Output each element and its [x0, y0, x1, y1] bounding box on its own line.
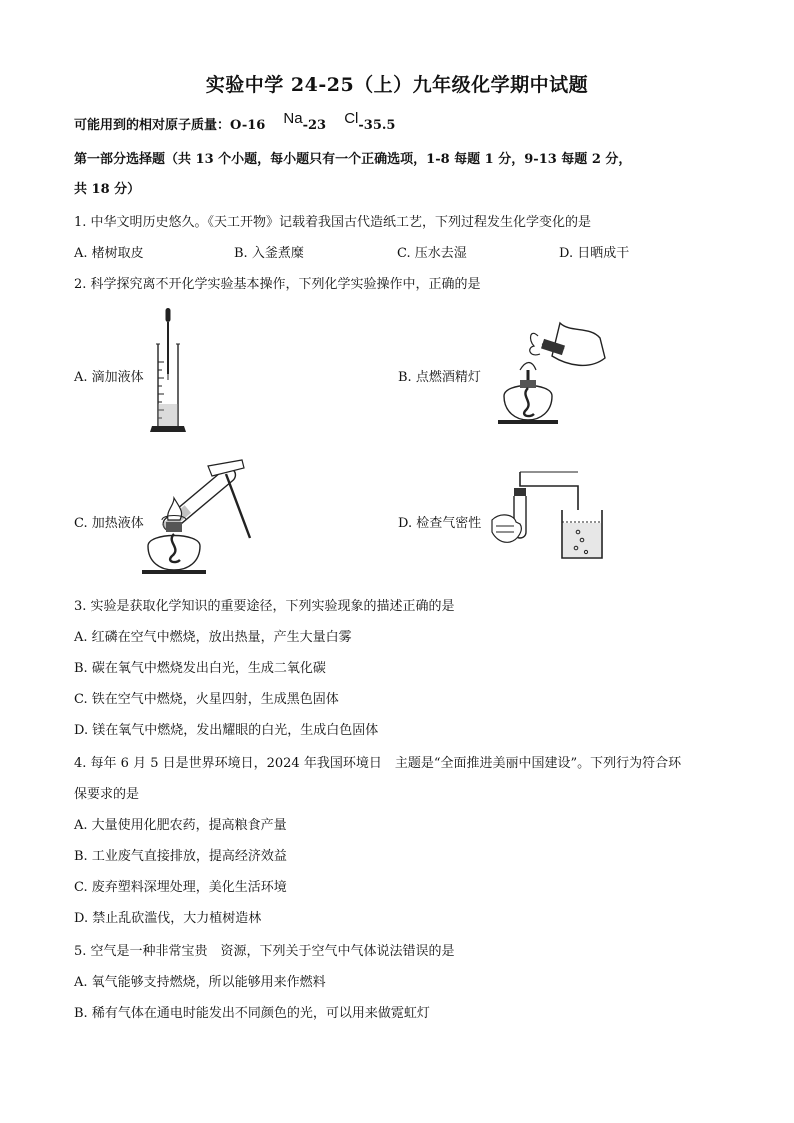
- airtightness-figure: [490, 470, 610, 570]
- section-heading-line1: 第一部分选择题（共 13 个小题，每小题只有一个正确选项，1-8 每题 1 分，9-13 每题 2 分，: [74, 152, 632, 167]
- q2-option-a: A. 滴加液体: [74, 370, 144, 385]
- q1-stem: 1. 中华文明历史悠久。《天工开物》记载着我国古代造纸工艺，下列过程发生化学变化的是: [74, 215, 592, 230]
- q2-stem: 2. 科学探究离不开化学实验基本操作，下列化学实验操作中，正确的是: [74, 277, 481, 292]
- q5-option-b: B. 稀有气体在通电时能发出不同颜色的光，可以用来做霓虹灯: [74, 1006, 430, 1021]
- atomic-mass-o: O-16: [230, 118, 266, 133]
- q3-option-d: D. 镁在氧气中燃烧，发出耀眼的白光，生成白色固体: [74, 723, 379, 738]
- q4-option-a: A. 大量使用化肥农药，提高粮食产量: [74, 818, 287, 833]
- cl-symbol: Cl: [344, 110, 359, 127]
- q2-option-c: C. 加热液体: [74, 516, 144, 531]
- q1-option-b: B. 入釜煮糜: [234, 246, 304, 261]
- q4-option-c: C. 废弃塑料深埋处理，美化生活环境: [74, 880, 287, 895]
- lamp-lighting-figure: [490, 318, 610, 433]
- atomic-mass-label: 可能用到的相对原子质量：: [74, 118, 231, 133]
- q5-option-a: A. 氧气能够支持燃烧，所以能够用来作燃料: [74, 975, 326, 990]
- q2-option-b: B. 点燃酒精灯: [398, 370, 481, 385]
- q3-stem: 3. 实验是获取化学知识的重要途径，下列实验现象的描述正确的是: [74, 599, 455, 614]
- heating-liquid-figure: [140, 458, 250, 583]
- q5-stem: 5. 空气是一种非常宝贵 资源，下列关于空气中气体说法错误的是: [74, 944, 455, 959]
- q4-stem-line2: 保要求的是: [74, 787, 140, 802]
- q3-option-b: B. 碳在氧气中燃烧发出白光，生成二氧化碳: [74, 661, 326, 676]
- na-value: -23: [302, 118, 327, 133]
- q2-option-d: D. 检查气密性: [398, 516, 482, 531]
- atomic-mass-line: [74, 110, 396, 135]
- q4-stem-line1: 4. 每年 6 月 5 日是世界环境日，2024 年我国环境日 主题是“全面推进美丽中国建设”。下列行为符合环: [74, 756, 682, 771]
- cl-value: -35.5: [358, 118, 396, 133]
- q4-option-d: D. 禁止乱砍滥伐，大力植树造林: [74, 911, 262, 926]
- na-symbol: Na: [283, 110, 303, 127]
- q4-option-b: B. 工业废气直接排放，提高经济效益: [74, 849, 287, 864]
- section-heading-line2: 共 18 分）: [74, 182, 141, 197]
- dropper-cylinder-figure: [150, 306, 194, 436]
- q3-option-a: A. 红磷在空气中燃烧，放出热量，产生大量白雾: [74, 630, 352, 645]
- q3-option-c: C. 铁在空气中燃烧，火星四射，生成黑色固体: [74, 692, 339, 707]
- q1-option-d: D. 日晒成干: [559, 246, 630, 261]
- page-title: 实验中学 24-25（上）九年级化学期中试题: [205, 74, 589, 96]
- q1-option-c: C. 压水去湿: [397, 246, 467, 261]
- atomic-mass-cl: [344, 110, 396, 135]
- q1-option-a: A. 楮树取皮: [74, 246, 144, 261]
- atomic-mass-na: [283, 110, 327, 135]
